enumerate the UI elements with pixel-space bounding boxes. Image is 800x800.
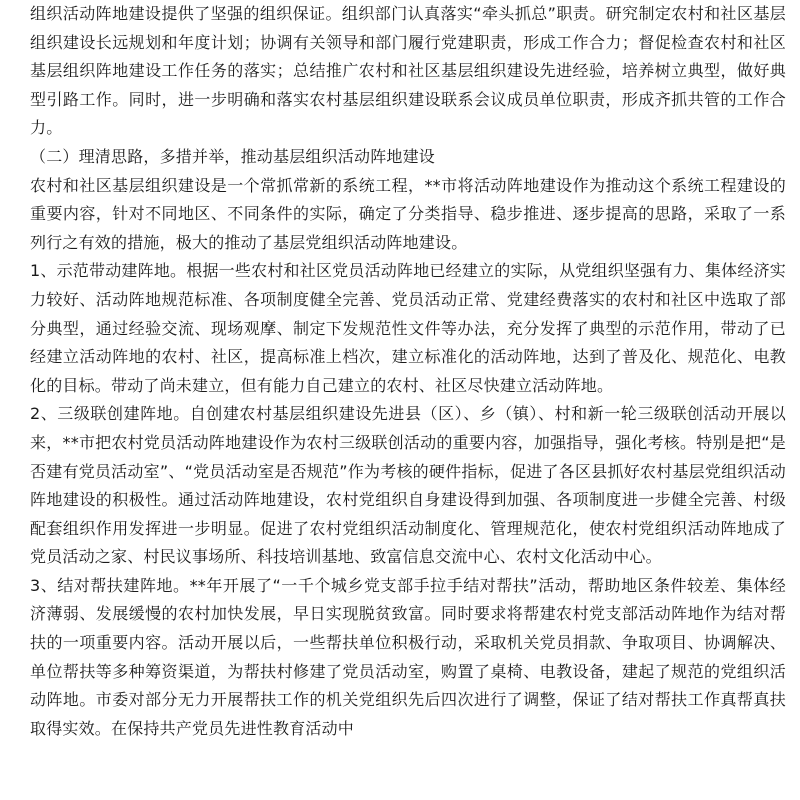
paragraph-three-level: 2、三级联创建阵地。自创建农村基层组织建设先进县（区）、乡（镇）、村和新一轮三级联创活动开展以来，**市把农村党员活动阵地建设作为农村三级联创活动的重要内容，加强指导，强化考核。特别是把“是否建有党员活动室”、“党员活动室是否规范”作为考核的硬件指标，促进了各区县抓好农村基层党组织活动阵地建设的积极性。通过活动阵地建设，农村党组织自身建设得到加强、各项制度进一步健全完善、村级配套组织作用发挥进一步明显。促进了农村党组织活动制度化、管理规范化，使农村党组织活动阵地成了党员活动之家、村民议事场所、科技培训基地、致富信息交流中心、农村文化活动中心。 xyxy=(30,404,786,567)
paragraph-pairing-help: 3、结对帮扶建阵地。**年开展了“一千个城乡党支部手拉手结对帮扶”活动，帮助地区条件较差、集体经济薄弱、发展缓慢的农村加快发展，早日实现脱贫致富。同时要求将帮建农村党支部活动阵地作为结对帮扶的一项重要内容。活动开展以后，一些帮扶单位积极行动，采取机关党员捐款、争取项目、协调解决、单位帮扶等多种筹资渠道，为帮扶村修建了党员活动室，购置了桌椅、电教设备，建起了规范的党组织活动阵地。市委对部分无力开展帮扶工作的机关党组织先后四次进行了调整，保证了结对帮扶工作真帮真扶取得实效。在保持共产党员先进性教育活动中 xyxy=(30,575,786,738)
paragraph-system-project: 农村和社区基层组织建设是一个常抓常新的系统工程，**市将活动阵地建设作为推动这个系统工程建设的重要内容，针对不同地区、不同条件的实际，确定了分类指导、稳步推进、逐步提高的思路，采取了一系列行之有效的措施，极大的推动了基层党组织活动阵地建设。 xyxy=(30,175,786,252)
section-heading: （二）理清思路，多措并举，推动基层组织活动阵地建设 xyxy=(30,146,436,166)
paragraph-org-guarantee: 组织活动阵地建设提供了坚强的组织保证。组织部门认真落实“牵头抓总”职责。研究制定农村和社区基层组织建设长远规划和年度计划；协调有关领导和部门履行党建职责，形成工作合力；督促检查农村和社区基层组织阵地建设工作任务的落实；总结推广农村和社区基层组织建设先进经验，培养树立典型，做好典型引路工作。同时，进一步明确和落实农村基层组织建设联系会议成员单位职责，形成齐抓共管的工作合力。 xyxy=(30,4,786,138)
paragraph-demonstration: 1、示范带动建阵地。根据一些农村和社区党员活动阵地已经建立的实际，从党组织坚强有力、集体经济实力较好、活动阵地规范标准、各项制度健全完善、党员活动正常、党建经费落实的农村和社区中选取了部分典型，通过经验交流、现场观摩、制定下发规范性文件等办法，充分发挥了典型的示范作用，带动了已经建立活动阵地的农村、社区，提高标准上档次，建立标准化的活动阵地，达到了普及化、规范化、电教化的目标。带动了尚未建立，但有能力自己建立的农村、社区尽快建立活动阵地。 xyxy=(30,261,786,395)
document-body xyxy=(30,0,786,743)
